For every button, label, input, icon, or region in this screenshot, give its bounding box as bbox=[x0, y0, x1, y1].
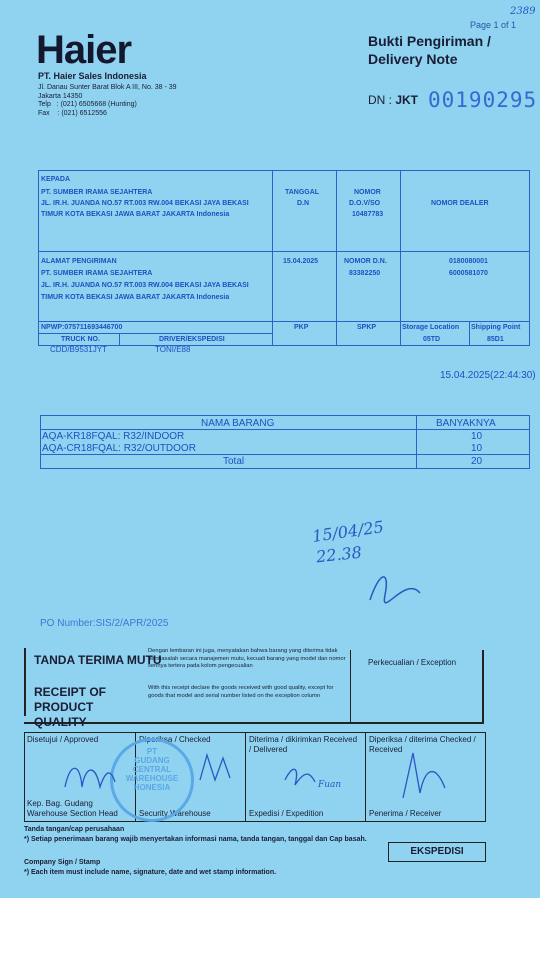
tanggal-sub: D.N bbox=[297, 200, 310, 207]
divider bbox=[41, 454, 529, 455]
total-value: 20 bbox=[471, 456, 483, 467]
dealer-label: NOMOR DEALER bbox=[431, 200, 489, 207]
driver-label: DRIVER/EKSPEDISI bbox=[159, 336, 225, 343]
divider bbox=[350, 650, 351, 722]
divider bbox=[416, 416, 417, 468]
nomor-value: 10487783 bbox=[352, 211, 384, 218]
handwritten-date: 15/04/25 bbox=[311, 517, 385, 546]
divider bbox=[400, 171, 401, 345]
checked-received-label: Diperiksa / diterima Checked / Received bbox=[369, 735, 476, 754]
col-banyaknya: BANYAKNYA bbox=[436, 418, 496, 429]
po-number: PO Number:SIS/2/APR/2025 bbox=[40, 618, 169, 629]
alamat-name: PT. SUMBER IRAMA SEJAHTERA bbox=[41, 270, 153, 277]
checked-label: Diperiksa / Checked bbox=[139, 735, 211, 744]
truck-value: CDD/B9531JYT bbox=[50, 345, 107, 354]
item-name: AQA-CR18FQAL: R32/OUTDOOR bbox=[42, 443, 196, 454]
receiver-signature bbox=[395, 748, 455, 803]
spkp-label: SPKP bbox=[357, 324, 377, 331]
checked-signature bbox=[195, 750, 235, 790]
kepada-label: KEPADA bbox=[41, 176, 71, 183]
items-table bbox=[40, 415, 530, 469]
receipt-text-english: With this receipt declare the goods received with good quality, except for goods that model and serial number listed on the exception column bbox=[148, 685, 334, 699]
ekspedisi-copy-label: EKSPEDISI bbox=[388, 842, 486, 862]
stamp-text: CENTRAL bbox=[132, 765, 172, 774]
divider bbox=[245, 733, 246, 821]
delivered-label: Diterima / dikirimkan Received / Delivered bbox=[249, 735, 358, 754]
alamat-address-line2: TIMUR KOTA BEKASI JAWA BARAT JAKARTA Indonesia bbox=[41, 294, 230, 301]
truck-label: TRUCK NO. bbox=[61, 336, 100, 343]
divider bbox=[272, 171, 273, 345]
driver-value: TONI/E88 bbox=[155, 345, 191, 354]
storage-location-value: 05TD bbox=[423, 336, 441, 343]
exception-label: Perkecualian / Exception bbox=[368, 658, 457, 667]
col-nama-barang: NAMA BARANG bbox=[201, 418, 275, 429]
nomor-label: NOMOR bbox=[354, 189, 381, 196]
item-qty: 10 bbox=[471, 443, 483, 454]
dn-label bbox=[368, 93, 418, 107]
haier-logo: Haier bbox=[36, 28, 132, 72]
footer-notes-english bbox=[24, 858, 276, 878]
security-warehouse-label: Security Warehouse bbox=[139, 809, 211, 818]
footer-line: *) Setiap penerimaan barang wajib menyertakan informasi nama, tanda tangan, tanggal dan Cap basah. bbox=[24, 836, 367, 843]
item-qty: 10 bbox=[471, 431, 483, 442]
divider bbox=[336, 171, 337, 345]
divider bbox=[365, 733, 366, 821]
alamat-label: ALAMAT PENGIRIMAN bbox=[41, 258, 117, 265]
total-label: Total bbox=[223, 456, 245, 467]
divider bbox=[119, 333, 120, 345]
divider bbox=[469, 321, 470, 345]
approved-signature bbox=[60, 752, 120, 797]
nomor-sub: D.O.V/SO bbox=[349, 200, 381, 207]
footer-line: Tanda tangan/cap perusahaan bbox=[24, 826, 125, 833]
pkp-label: PKP bbox=[294, 324, 309, 331]
expedition-label: Expedisi / Expedition bbox=[249, 809, 324, 818]
receipt-text-indonesian: Dengan lembaran ini juga, menyatakan bahwa barang yang diterima tidak bermasalah secara manajemen mutu, kecuali barang yang model dan nomor serinya tertera pada kolom pengecualian bbox=[148, 648, 346, 669]
dn-number: 00190295 bbox=[428, 88, 538, 112]
item-name: AQA-KR18FQAL: R32/INDOOR bbox=[42, 431, 185, 442]
handwritten-name: Fuan bbox=[318, 780, 342, 790]
dn-date: 15.04.2025 bbox=[283, 258, 319, 265]
page-indicator: Page 1 of 1 bbox=[470, 20, 517, 30]
stamp-text: WAREHOUSE bbox=[125, 774, 179, 783]
warehouse-stamp bbox=[110, 738, 194, 822]
nomor-dn-label: NOMOR D.N. bbox=[344, 258, 387, 265]
tanda-terima-mutu: TANDA TERIMA MUTU bbox=[34, 653, 162, 667]
storage-location-label: Storage Location bbox=[402, 324, 460, 331]
stamp-text: HONESIA bbox=[133, 783, 171, 792]
footer-notes-indonesian bbox=[24, 825, 367, 845]
handwritten-signature bbox=[365, 565, 425, 610]
bracket-right bbox=[482, 650, 484, 722]
document-title: Bukti Pengiriman / Delivery Note bbox=[368, 33, 491, 67]
kepada-address-line2: TIMUR KOTA BEKASI JAWA BARAT JAKARTA Indonesia bbox=[41, 211, 230, 218]
dn-prefix: DN : bbox=[368, 93, 392, 107]
nomor-dn-value: 83382250 bbox=[349, 270, 381, 277]
handwritten-time: 22.38 bbox=[315, 542, 363, 567]
shipping-point-value: 85D1 bbox=[487, 336, 504, 343]
receipt-of-product-quality: RECEIPT OF PRODUCT QUALITY bbox=[34, 685, 107, 729]
footer-line: *) Each item must include name, signature, date and wet stamp information. bbox=[24, 869, 277, 876]
warehouse-head-label: Warehouse Section Head bbox=[27, 809, 118, 818]
divider bbox=[39, 251, 529, 252]
shipping-point-label: Shipping Point bbox=[471, 324, 521, 331]
footer-line: Company Sign / Stamp bbox=[24, 859, 101, 866]
kepada-address-line1: JL. IR.H. JUANDA NO.57 RT.003 RW.004 BEKASI JAYA BEKASI bbox=[41, 200, 249, 207]
alamat-address-line1: JL. IR.H. JUANDA NO.57 RT.003 RW.004 BEKASI JAYA BEKASI bbox=[41, 282, 249, 289]
receiver-label: Penerima / Receiver bbox=[369, 809, 442, 818]
stamp-text: GUDANG bbox=[134, 756, 170, 765]
bracket-left bbox=[24, 648, 26, 716]
dealer-value-2: 6000581070 bbox=[449, 270, 488, 277]
company-address: Jl. Danau Sunter Barat Blok A III, No. 38 - 39 Jakarta 14350 Telp : (021) 6505668 (Hunting) Fax : (021) 6512556 bbox=[38, 84, 177, 117]
company-name: PT. Haier Sales Indonesia bbox=[38, 71, 147, 81]
dn-branch: JKT bbox=[395, 93, 419, 107]
customer-table bbox=[38, 170, 530, 346]
handwritten-number: 2389 bbox=[510, 6, 536, 17]
dealer-value-1: 0180080001 bbox=[449, 258, 488, 265]
divider bbox=[41, 429, 529, 430]
stamp-text: PT bbox=[146, 747, 158, 756]
npwp: NPWP:075711693446700 bbox=[41, 324, 123, 331]
delivered-signature bbox=[280, 760, 320, 795]
kepada-name: PT. SUMBER IRAMA SEJAHTERA bbox=[41, 189, 153, 196]
print-timestamp: 15.04.2025(22:44:30) bbox=[440, 370, 536, 381]
kep-bag-gudang-label: Kep. Bag. Gudang bbox=[27, 799, 93, 808]
approved-label: Disetujui / Approved bbox=[27, 735, 99, 744]
tanggal-label: TANGGAL bbox=[285, 189, 320, 196]
